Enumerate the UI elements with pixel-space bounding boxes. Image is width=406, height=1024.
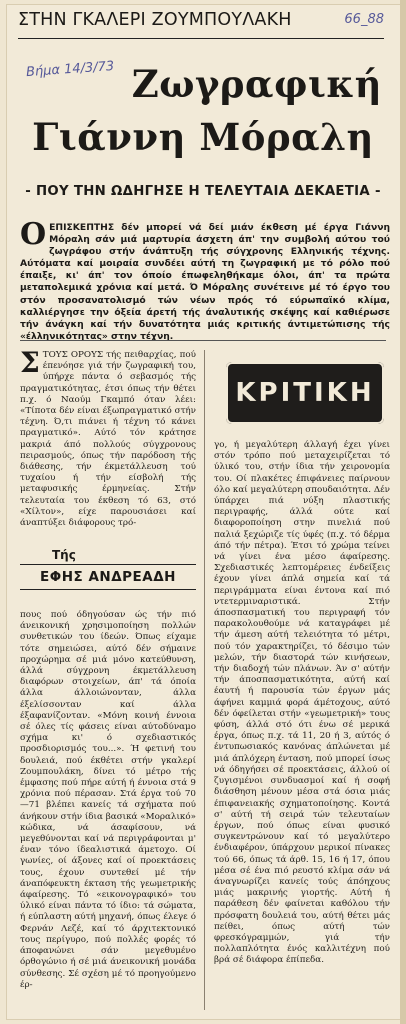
handwritten-reference: 66_88 xyxy=(344,12,384,27)
byline-name: ΕΦΗΣ ΑΝΔΡΕΑΔΗ xyxy=(20,564,196,590)
handwritten-date: Βήμα 14/3/73 xyxy=(25,58,115,81)
article-kicker: ΣΤΗΝ ΓΚΑΛΕΡΙ ΖΟΥΜΠΟΥΛΑΚΗ xyxy=(18,10,292,30)
right-column xyxy=(214,440,390,967)
subheadline: - ΠΟΥ ΤΗΝ ΩΔΗΓΗΣΕ Η ΤΕΛΕΥΤΑΙΑ ΔΕΚΑΕΤΙΑ - xyxy=(25,184,381,199)
byline xyxy=(20,548,196,598)
left-column-top-text: ΤΟΥΣ ΟΡΟΥΣ τής πειθαρχίας, πού έπενόησε γιά τήν ζωγραφική του, ύπήρχε πάντα ό σεβασμός τής πραγματικότητας, έτσι όπως τήν θέτει π.χ. ό Ναούμ Γκαμπό όταν λέει: «Τίποτα δέν είναι έξωπραγματικό στήν τέχνη. Ό,τι πιάνει ή τέχνη τό κάνει πραγματικό». Αύτό τόν κράτησε μακριά άπό πολλούς σύγχρονους πειρασμούς, όπως τήν παρόδοση τής διάθεσης, τήν έκμετάλλευση τού τυχαίου ή τήν είσβολή τής μεταφυσικής έρμηνείας. Στήν τελευταία του έκθεση τό 63, στό «Χίλτον», είχε παρουσιάσει καί άναπτύξει διάφορους τρό- xyxy=(20,350,196,529)
left-column-bottom-text: πους πού όδηγούσαν ώς τήν πιό άνεικονική χρησιμοποίηση πολλών συνθετικών του ίδεών. Όπως είχαμε τότε σημειώσει, αύτό δέν σήμαινε προχώρημα σέ μιά μόνο κατεύθυνση, άλλά σύγχρονη έκμετάλλευση διαφόρων στοιχείων, άπ' τά όποία άλλα άλλοιώνονταν, άλλα έξελίσσονταν καί άλλα έξαφανίζονταν. «Μόνη κοινή έννοια σέ όλες τίς φάσεις είναι αύτοδύναμο σχήμα κι' ό σχεδιαστικός προσδιορισμός του...». Ή φετινή του δουλειά, πού έκθέτει στήν γκαλερί Ζουμπουλάκη, δίνει τό μέτρο τής έμφασης πού πήρε αύτή ή έννοια στά 9 χρόνια πού πέρασαν. Στά έργα τού 70—71 βλέπει κανείς τά σχήματα πού άνήκουν στήν ίδια βασικά «Μοραλικό» κώδικα, νά άσαφίσουν, νά μεγεθύνονται καί νά περιγράφονται μ' έναν τόνο ίδεαλιστικά άμετοχο. Οί γωνίες, οί άξονες καί οί προεκτάσεις τους, έχουν συντεθεί μέ τήν άναπόφευκτη έκταση τής γεωμετρικής άφαίρεσης. Τό «εικονογραφικό» του ύλικό είναι πάντα τό ίδιο: τά σώματα, ή εύπλαστη αύτή μηχανή, όπως έλεγε ό Φερνάν Λεζέ, καί τό άρχιτεκτονικό τους περίγυρο, πού πολλές φορές τό άποφανώνει σάν μεγεθυμένο όρθογώνιο ή σέ μιά άνεικονική μονάδα σύνθεσης. Σέ σχέση μέ τό προηγούμενο έρ- xyxy=(20,610,196,990)
right-column-text: γο, ή μεγαλύτερη άλλαγή έχει γίνει στόν τρόπο πού μεταχειρίζεται τό ύλικό του, στήν ίδια τήν χειρονομία του. Οί πλακέτες έπιφάνειες παίρνουν όλο καί μεγαλύτερη σπουδαιότητα. Δέν ύπάρχει πιά νύξη πλαστικής περιγραφής, άλλά ούτε καί διαφοροποίηση στην πινελιά πού παλιά ξεχώριζε τίς ύφές (π.χ. τό δέρμα άπό τήν πέτρα). Έτσι τό χρώμα τείνει νά γίνει ένα μέσο άφαίρεσης. Σχεδιαστικές λεπτομέρειες ένδείξεις έχουν γίνει άπλά σημεία καί τά περιγράμματα είναι έντονα καί πιό ντετερμιναριστικά. Στήν άποσπασματική του περιγραφή τόν παρακολουθούμε νά καταγράφει μέ τήν άμεση αύτή τελειότητα τό μέτρι, πού τόν χαρακτηρίζει, τό δέσιμο τών μελών, τήν διαστορά τών κινήσεων, τήν διαδοχή τών πλάνων. Άν σ' αύτήν τήν άποσπασματικότητα, αύτή καί έαυτή ή παρουσία τών έργων μάς άφήνει καμμιά φορά άμέτοχους, αύτό δέν όφείλεται στήν «γεωμετρική» τους φύση, άλλά στό ότι ένω σέ μερικά έργα, όπως π.χ. τά 11, 20 ή 3, αύτός ό έντυπωσιακός κανόνας άπλώνεται μέ μιά άπλόχερη ένταση, πού μπορεί ίσως νά όδηγήσει σέ προεκτάσεις, άλλού οί ζυγισμένοι συνδυασμοί καί ή σοφή διάσθηση μένουν μέσα στά όσια μιάς έπιφανειακής σχηματοποίησης. Κοντά σ' αύτή τή σειρά τών τελευταίων έργων, πού όπως είναι φυσικό συγκεντρώνουν καί τό μεγαλύτερο ένδιαφέρον, ύπάρχουν μερικοί πίνακες τού 66, όπως τά άρθ. 15, 16 ή 17, όπου μέσα σέ ένα πιό ρευστό κλίμα σάν νά άναγνωρίζει κανείς τούς άπόηχους μιάς μακρινής γιορτής. Αύτή ή παράθεση δέν φαίνεται καθόλου τήν πρόσφατη δουλειά του, αύτή θέτει μάς πείθει, όπως αύτή τών φρεσκόγραμμών, γιά τήν πολλαπλότητα ένός καλλιτέχνη πού βρά σέ διάφορα έπίπεδα. xyxy=(214,440,390,966)
left-column-bottom xyxy=(20,610,196,991)
column-divider xyxy=(204,350,205,1010)
headline-line-2: Γιάννη Μόραλη xyxy=(32,115,374,159)
kicker-rule xyxy=(18,38,384,39)
byline-prefix: Τής xyxy=(52,548,76,562)
lead-paragraph xyxy=(20,217,390,343)
lead-dropcap: O xyxy=(20,217,47,252)
headline-line-1: Ζωγραφική xyxy=(131,62,382,106)
section-badge xyxy=(226,362,384,424)
section-badge-label: ΚΡΙΤΙΚΗ xyxy=(235,378,375,408)
lead-text: ΕΠΙΣΚΕΠΤΗΣ δέν μπορεί νά δεί μιάν έκθεση μέ έργα Γιάννη Μόραλη σάν μιά μαρτυρία άσχετη άπ' την συμβολή αύτου τού ζωγράφου στήν άνάπτυξη τής σύγχρονης Ελληνικής τέχνης. Αύτόματα καί μοιραία συνδέει αύτή τη ζωγραφική με τό ρόλο πού έπαιξε, κι' άπ' τον όποίο έπωφεληθήκαμε όλοι, άπ' τα πρώτα μεταπολεμικά χρόνια καί μετά. Ό Μόραλης συνέτεινε μέ τό έργο του στόν προσανατολισμό τών νέων πρός τό εύρωπαϊκό κλίμα, καλλιέργησε την όξεία άρετή τής άναλυτικής σκέψης καί καθιέρωσε τήν άνάγκη καί τήν δυνατότητα μιάς κριτικής άντιμετώπισης τής «έλληνικότητας» στην τέχνη. xyxy=(20,222,390,342)
left-dropcap: Σ xyxy=(20,346,40,379)
lead-rule xyxy=(20,340,386,341)
left-column-top xyxy=(20,346,196,529)
